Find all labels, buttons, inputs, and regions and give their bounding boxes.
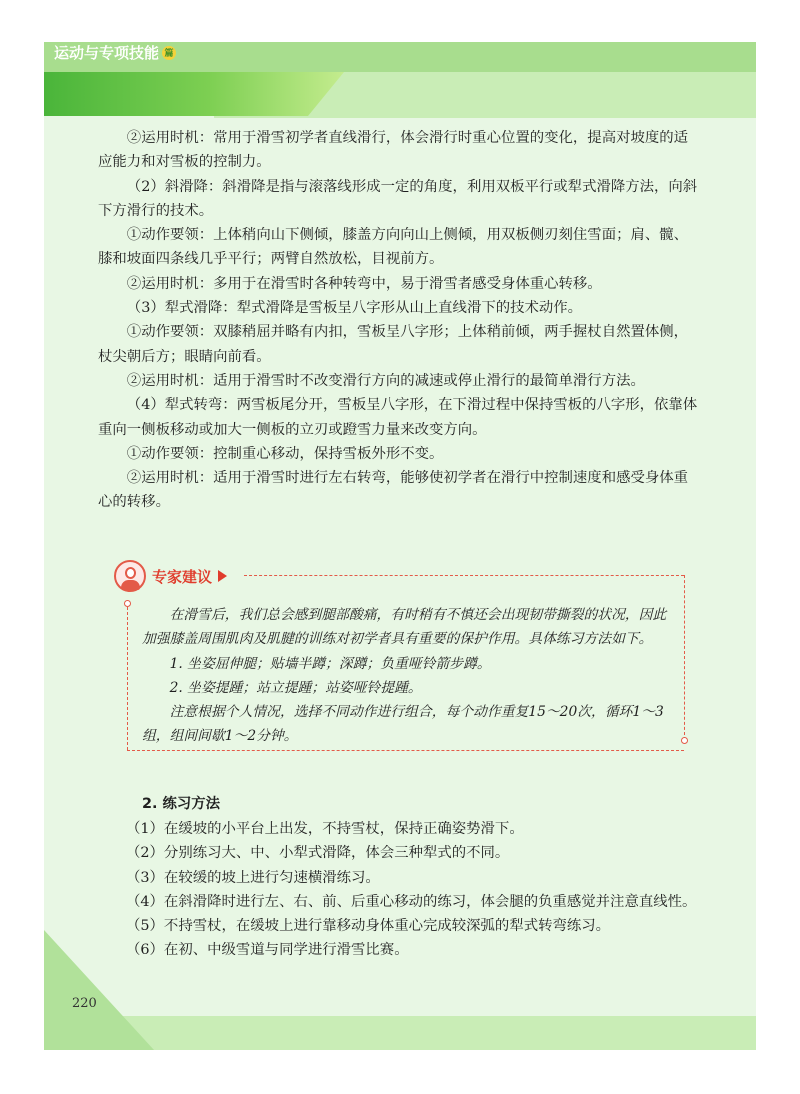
expert-paragraph: 注意根据个人情况，选择不同动作进行组合，每个动作重复15～20次，循环1～3组，组间间歇1～2分钟。 xyxy=(142,704,664,745)
expert-paragraph: 在滑雪后，我们总会感到腿部酸痛，有时稍有不慎还会出现韧带撕裂的状况，因此加强膝盖周围肌肉及肌腱的训练对初学者具有重要的保护作用。具体练习方法如下。 xyxy=(142,607,667,648)
expert-box-border-left xyxy=(127,602,128,750)
header-title-text: 运动与专项技能 xyxy=(54,44,160,62)
header-title xyxy=(54,42,176,63)
avatar-shoulders-shape xyxy=(121,580,140,590)
body-paragraph: ①动作要领：双膝稍屈并略有内扣，雪板呈八字形；上体稍前倾，两手握杖自然置体侧，杖尖朝后方；眼睛向前看。 xyxy=(98,324,689,365)
bottom-band xyxy=(44,1016,756,1050)
body-paragraph: ②运用时机：多用于在滑雪时各种转弯中，易于滑雪者感受身体重心转移。 xyxy=(126,275,602,292)
list-item: （1）在缓坡的小平台上出发，不持雪杖，保持正确姿势滑下。 xyxy=(126,821,524,837)
header-badge: 篇 xyxy=(162,46,176,60)
list-item: （6）在初、中级雪道与同学进行滑雪比赛。 xyxy=(126,942,409,959)
expert-paragraph: 1. 坐姿屈伸腿；贴墙半蹲；深蹲；负重哑铃箭步蹲。 xyxy=(169,655,491,672)
list-item: （3）在较缓的坡上进行匀速横滑练习。 xyxy=(126,869,380,886)
header-tab xyxy=(44,72,344,116)
expert-header xyxy=(114,560,227,592)
avatar-head-shape xyxy=(125,567,136,579)
expert-paragraph: 2. 坐姿提踵；站立提踵；站姿哑铃提踵。 xyxy=(169,679,422,696)
circle-dot-icon xyxy=(681,737,688,744)
triangle-arrow-icon xyxy=(218,570,227,582)
body-paragraph: （2）斜滑降：斜滑降是指与滚落线形成一定的角度，利用双板平行或犁式滑降方法，向斜下方滑行的技术。 xyxy=(98,178,698,219)
expert-box-border-bottom xyxy=(127,750,684,751)
expert-title: 专家建议 xyxy=(152,567,213,586)
expert-text xyxy=(142,603,676,749)
body-paragraph: ②运用时机：常用于滑雪初学者直线滑行，体会滑行时重心位置的变化，提高对坡度的适应能力和对雪板的控制力。 xyxy=(98,130,689,171)
section-title: 2. 练习方法 xyxy=(142,796,221,812)
body-paragraph: ①动作要领：控制重心移动，保持雪板外形不变。 xyxy=(126,445,444,462)
list-item: （5）不持雪杖，在缓坡上进行靠移动身体重心完成较深弧的犁式转弯练习。 xyxy=(126,918,611,935)
body-paragraph: （4）犁式转弯：两雪板尾分开，雪板呈八字形，在下滑过程中保持雪板的八字形，依靠体重向一侧板移动或加大一侧板的立刃或蹬雪力量来改变方向。 xyxy=(98,397,698,438)
body-paragraph: ②运用时机：适用于滑雪时不改变滑行方向的减速或停止滑行的最简单滑行方法。 xyxy=(126,372,645,389)
circle-dot-icon xyxy=(124,600,131,607)
body-paragraph: （3）犁式滑降：犁式滑降是雪板呈八字形从山上直线滑下的技术动作。 xyxy=(126,300,583,317)
practice-list xyxy=(126,817,706,963)
body-paragraph: ②运用时机：适用于滑雪时进行左右转弯，能够使初学者在滑行中控制速度和感受身体重心的转移。 xyxy=(98,470,689,511)
list-item: （4）在斜滑降时进行左、右、前、后重心移动的练习，体会腿的负重感觉并注意直线性。 xyxy=(126,893,697,910)
expert-avatar-icon xyxy=(114,560,146,592)
body-text xyxy=(98,126,698,515)
page-number: 220 xyxy=(72,996,97,1011)
body-paragraph: ①动作要领：上体稍向山下侧倾，膝盖方向向山上侧倾，用双板侧刃刻住雪面；肩、髋、膝和坡面四条线几乎平行；两臂自然放松，目视前方。 xyxy=(98,227,689,268)
expert-box-border-right xyxy=(684,575,685,740)
list-item: （2）分别练习大、中、小犁式滑降，体会三种犁式的不同。 xyxy=(126,845,510,862)
expert-box-border-top xyxy=(244,575,684,576)
